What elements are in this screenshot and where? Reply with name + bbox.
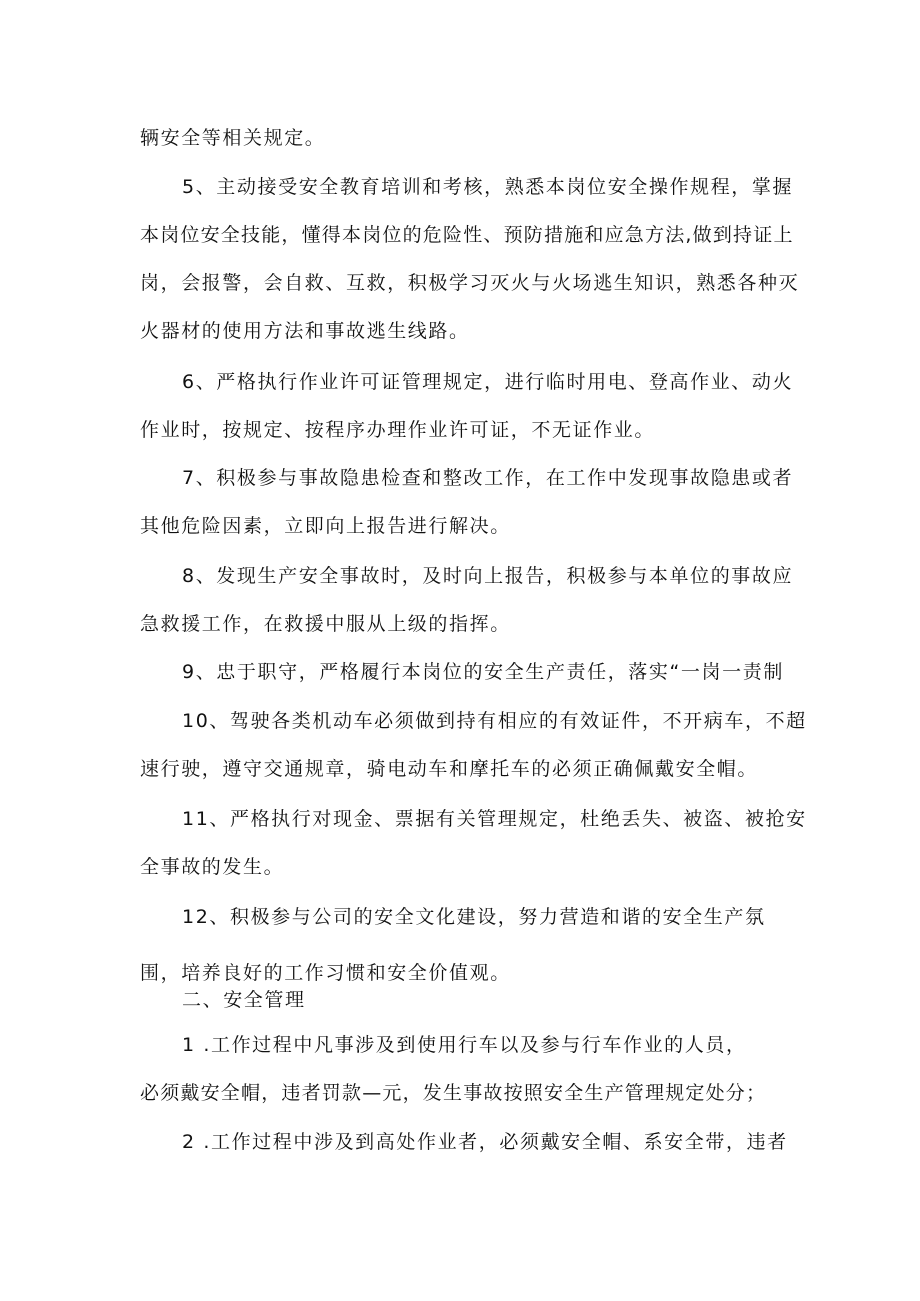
text-line-9: 其他危险因素，立即向上报告进行解决。 <box>140 515 511 537</box>
text-line-13: 10、驾驶各类机动车必须做到持有相应的有效证件，不开病车，不超 <box>182 710 807 732</box>
text-line-6: 6、严格执行作业许可证管理规定，进行临时用电、登高作业、动火 <box>182 371 794 393</box>
text-line-5: 火器材的使用方法和事故逃生线路。 <box>140 320 470 342</box>
text-line-20: 1 .工作过程中凡事涉及到使用行车以及参与行车作业的人员， <box>182 1034 747 1056</box>
text-line-17: 12、积极参与公司的安全文化建设，努力营造和谐的安全生产氛 <box>182 906 766 928</box>
text-line-7: 作业时，按规定、按程序办理作业许可证，不无证作业。 <box>140 419 656 441</box>
text-line-22: 2 .工作过程中涉及到高处作业者，必须戴安全帽、系安全带，违者 <box>182 1131 788 1153</box>
text-line-15: 11、严格执行对现金、票据有关管理规定，杜绝丢失、被盗、被抢安 <box>182 808 807 830</box>
text-line-3: 本岗位安全技能，懂得本岗位的危险性、预防措施和应急方法,做到持证上 <box>140 224 794 246</box>
text-line-11: 急救援工作，在救援中服从上级的指挥。 <box>140 613 511 635</box>
text-line-2: 5、主动接受安全教育培训和考核，熟悉本岗位安全操作规程，掌握 <box>182 176 794 198</box>
text-line-21: 必须戴安全帽，违者罚款—元，发生事故按照安全生产管理规定处分； <box>140 1082 767 1104</box>
text-line-12: 9、忠于职守，严格履行本岗位的安全生产责任，落实“一岗一责制 <box>182 661 784 683</box>
text-line-8: 7、积极参与事故隐患检查和整改工作，在工作中发现事故隐患或者 <box>182 467 794 489</box>
section-heading: 二、安全管理 <box>182 989 306 1011</box>
text-line-18: 围，培养良好的工作习惯和安全价值观。 <box>140 962 511 984</box>
text-line-10: 8、发现生产安全事故时，及时向上报告，积极参与本单位的事故应 <box>182 565 794 587</box>
text-line-14: 速行驶，遵守交通规章，骑电动车和摩托车的必须正确佩戴安全帽。 <box>140 758 759 780</box>
text-line-1: 辆安全等相关规定。 <box>140 127 326 149</box>
text-line-16: 全事故的发生。 <box>140 856 285 878</box>
text-line-4: 岗，会报警，会自救、互救，积极学习灭火与火场逃生知识，熟悉各种灭 <box>140 272 800 294</box>
